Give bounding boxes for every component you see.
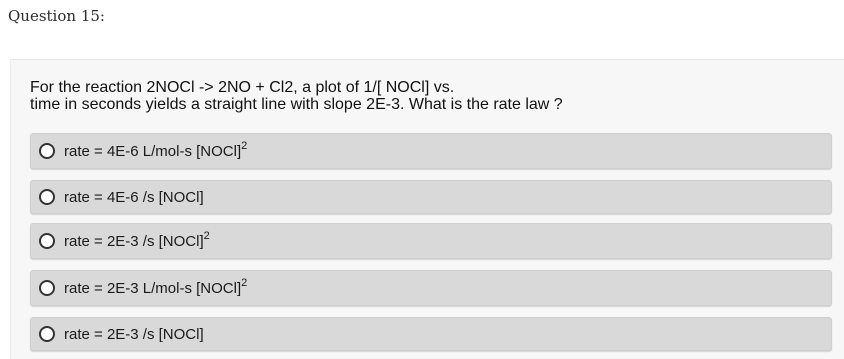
answer-option-2[interactable] — [30, 180, 832, 214]
answer-option-label — [64, 140, 248, 160]
question-number-title: Question 15: — [8, 7, 105, 25]
answer-option-text: rate = 4E-6 /s [NOCl] — [64, 189, 204, 206]
answer-option-text: rate = 2E-3 /s [NOCl] — [64, 326, 204, 343]
question-text-line-2: time in seconds yields a straight line with slope 2E-3. What is the rate law ? — [30, 96, 563, 113]
radio-button-icon[interactable] — [39, 143, 55, 159]
answer-option-1[interactable] — [30, 133, 832, 169]
answer-option-label — [64, 230, 210, 250]
answer-option-5[interactable] — [30, 317, 832, 351]
answer-option-text: rate = 4E-6 L/mol-s [NOCl] — [64, 143, 242, 160]
radio-button-icon[interactable] — [39, 326, 55, 342]
answer-option-text: rate = 2E-3 L/mol-s [NOCl] — [64, 280, 242, 297]
superscript-exponent: 2 — [241, 140, 248, 152]
answer-option-label — [64, 326, 204, 343]
answer-option-3[interactable] — [30, 223, 832, 259]
radio-button-icon[interactable] — [39, 233, 55, 249]
question-panel — [10, 59, 844, 359]
question-text — [30, 79, 830, 113]
superscript-exponent: 2 — [203, 230, 210, 242]
radio-button-icon[interactable] — [39, 280, 55, 296]
superscript-exponent: 2 — [241, 277, 248, 289]
answer-option-4[interactable] — [30, 270, 832, 306]
answer-option-label — [64, 277, 248, 297]
question-text-line-1: For the reaction 2NOCl -> 2NO + Cl2, a plot of 1/[ NOCl] vs. — [30, 79, 455, 96]
radio-button-icon[interactable] — [39, 189, 55, 205]
answer-option-text: rate = 2E-3 /s [NOCl] — [64, 233, 204, 250]
answer-option-label — [64, 189, 204, 206]
